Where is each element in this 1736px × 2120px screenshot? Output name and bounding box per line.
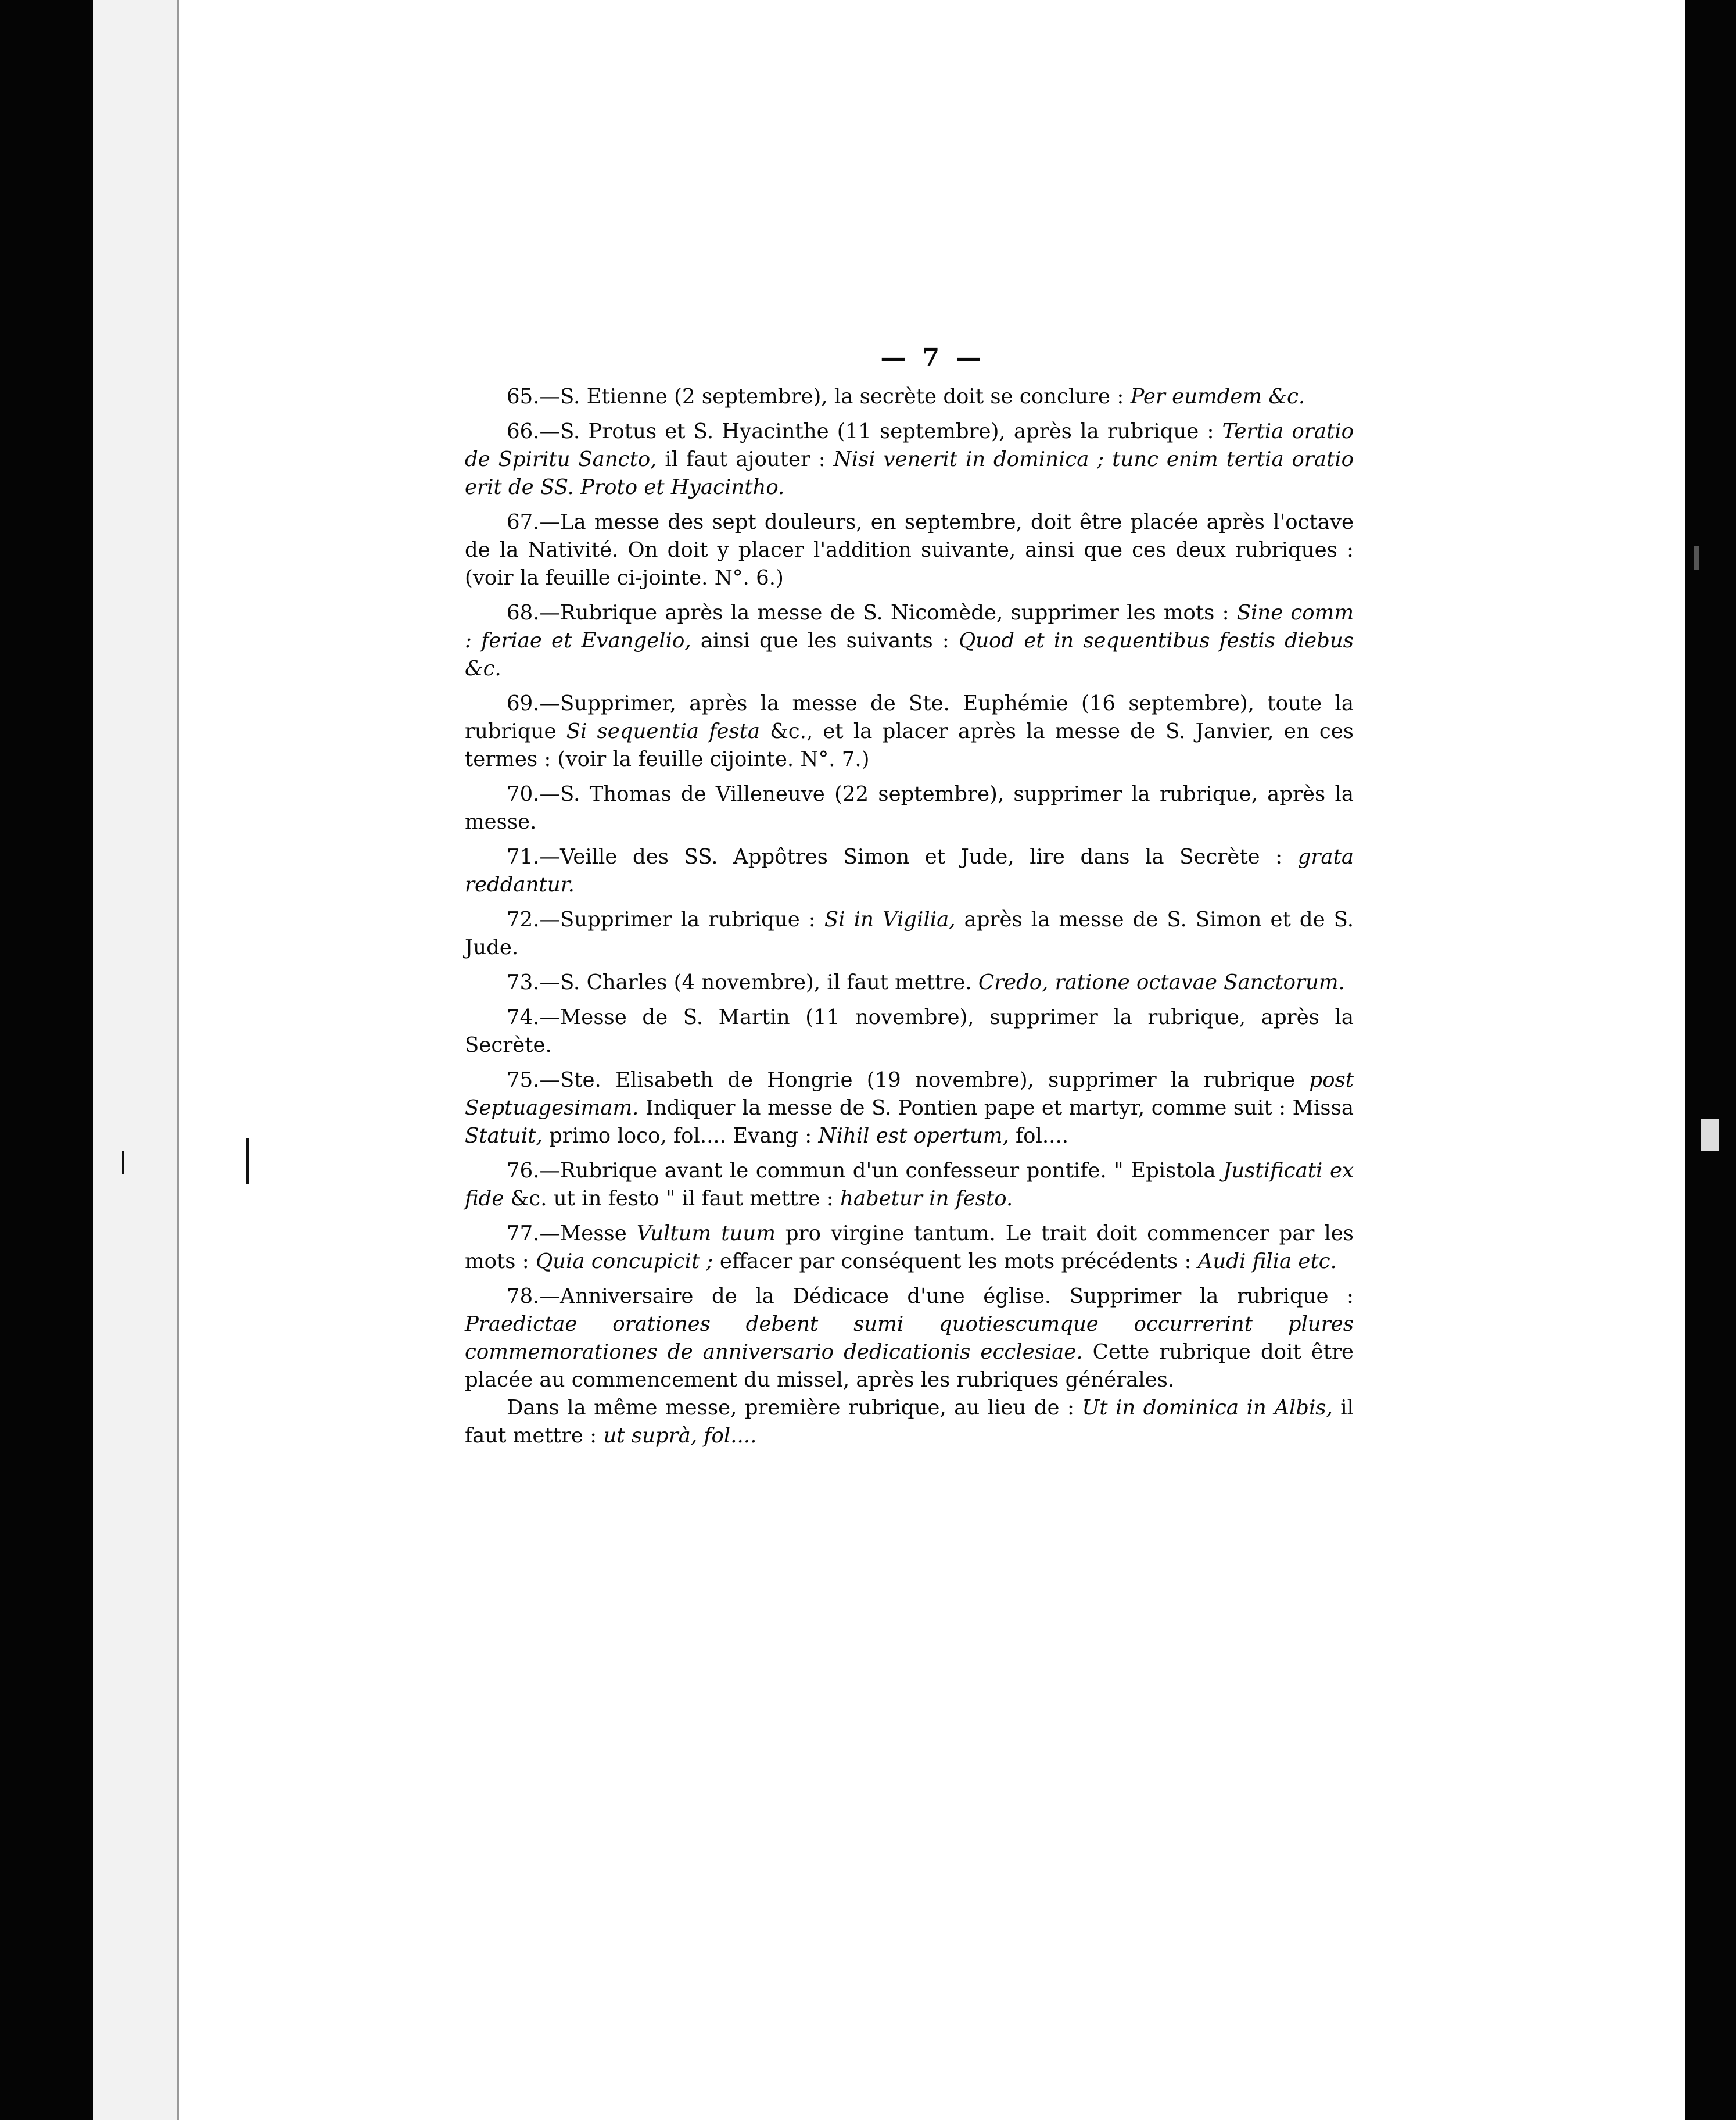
- text-run: &c. ut in festo " il faut mettre :: [504, 1187, 840, 1211]
- paragraph: [465, 418, 1354, 502]
- paragraph: [465, 690, 1354, 773]
- text-run: 67.—La messe des sept douleurs, en septembre, doit être placée après l'octave de la Nativité. On doit y placer l'addition suivante, ainsi que ces deux rubriques : (voir la feuille ci-jointe. N°. 6.): [465, 510, 1354, 590]
- paragraph: [465, 1283, 1354, 1394]
- italic-text: Justificati ex fide: [465, 1159, 1354, 1211]
- text-run: 78.—Anniversaire de la Dédicace d'une église. Supprimer la rubrique :: [507, 1284, 1354, 1308]
- paragraph: [465, 969, 1354, 997]
- italic-text: Per eumdem &c.: [1130, 385, 1305, 409]
- paragraph-list: [465, 383, 1354, 1450]
- text-run: 75.—Ste. Elisabeth de Hongrie (19 novembre), supprimer la rubrique: [507, 1068, 1310, 1092]
- paragraph: [465, 383, 1354, 411]
- italic-text: Si in Vigilia,: [824, 908, 956, 932]
- italic-text: Quod et in sequentibus festis diebus &c.: [465, 629, 1354, 681]
- paragraph: [465, 1066, 1354, 1150]
- text-run: &c., et la placer après la messe de S. Janvier, en ces termes : (voir la feuille cijointe. N°. 7.): [465, 719, 1354, 771]
- italic-text: habetur in festo.: [840, 1187, 1013, 1211]
- paragraph: [465, 843, 1354, 899]
- paragraph: [465, 1220, 1354, 1276]
- italic-text: Si sequentia festa: [566, 719, 760, 743]
- paragraph: [465, 780, 1354, 836]
- italic-text: Ut in dominica in Albis,: [1082, 1396, 1333, 1420]
- scan-speck: [246, 1138, 249, 1184]
- italic-text: Nihil est opertum,: [818, 1124, 1009, 1148]
- italic-text: Praedictae orationes debent sumi quotiescumque occurrerint plures commemorationes de anniversario dedicationis ecclesiae.: [465, 1312, 1354, 1364]
- italic-text: post Septuagesimam.: [465, 1068, 1354, 1120]
- text-run: il faut ajouter :: [657, 447, 834, 471]
- text-run: après la messe de S. Simon et de S. Jude.: [465, 908, 1354, 959]
- italic-text: Sine comm : feriae et Evangelio,: [465, 601, 1354, 653]
- scan-speck: [1694, 546, 1699, 570]
- italic-text: Audi filia etc.: [1197, 1249, 1337, 1273]
- text-run: 77.—Messe: [507, 1222, 637, 1245]
- paragraph: [465, 906, 1354, 962]
- paragraph: [465, 1004, 1354, 1059]
- text-run: 70.—S. Thomas de Villeneuve (22 septembre), supprimer la rubrique, après la messe.: [465, 782, 1354, 834]
- text-run: ainsi que les suivants :: [691, 629, 959, 653]
- body-text: [465, 343, 1354, 1457]
- italic-text: Statuit,: [465, 1124, 543, 1148]
- text-run: Dans la même messe, première rubrique, au lieu de :: [507, 1396, 1082, 1420]
- italic-text: Vultum tuum: [636, 1222, 776, 1245]
- italic-text: Tertia oratio de Spiritu Sancto,: [465, 420, 1354, 471]
- text-run: 74.—Messe de S. Martin (11 novembre), supprimer la rubrique, après la Secrète.: [465, 1005, 1354, 1057]
- italic-text: Quia concupicit ;: [536, 1249, 713, 1273]
- italic-text: Nisi venerit in dominica ; tunc enim tertia oratio erit de SS. Proto et Hyacintho.: [465, 447, 1354, 499]
- scan-right-margin: [1685, 0, 1736, 2120]
- page-number: — 7 —: [880, 343, 985, 373]
- paragraph: [465, 599, 1354, 683]
- text-run: 68.—Rubrique après la messe de S. Nicomède, supprimer les mots :: [507, 601, 1237, 625]
- italic-text: ut suprà, fol....: [603, 1424, 757, 1448]
- italic-text: grata reddantur.: [465, 845, 1354, 897]
- scan-left-margin: [0, 0, 93, 2120]
- text-run: primo loco, fol.... Evang :: [542, 1124, 819, 1148]
- paragraph: [465, 508, 1354, 592]
- text-run: 66.—S. Protus et S. Hyacinthe (11 septembre), après la rubrique :: [507, 420, 1222, 443]
- text-run: Cette rubrique doit être placée au commencement du missel, après les rubriques générales.: [465, 1340, 1354, 1392]
- text-run: 73.—S. Charles (4 novembre), il faut mettre.: [507, 971, 978, 994]
- facing-page-edge: [93, 0, 179, 2120]
- text-run: il faut mettre :: [465, 1396, 1354, 1448]
- text-run: 76.—Rubrique avant le commun d'un confesseur pontife. " Epistola: [507, 1159, 1224, 1183]
- italic-text: Credo, ratione octavae Sanctorum.: [978, 971, 1345, 994]
- scan-speck: [1701, 1119, 1719, 1151]
- text-run: 72.—Supprimer la rubrique :: [507, 908, 824, 932]
- text-run: fol....: [1009, 1124, 1069, 1148]
- text-run: 65.—S. Etienne (2 septembre), la secrète doit se conclure :: [507, 385, 1131, 409]
- text-run: Indiquer la messe de S. Pontien pape et martyr, comme suit : Missa: [639, 1096, 1354, 1120]
- text-run: 69.—Supprimer, après la messe de Ste. Euphémie (16 septembre), toute la rubrique: [465, 692, 1354, 743]
- text-run: pro virgine tantum. Le trait doit commencer par les mots :: [465, 1222, 1354, 1273]
- text-run: effacer par conséquent les mots précédents :: [713, 1249, 1198, 1273]
- text-run: 71.—Veille des SS. Appôtres Simon et Jude, lire dans la Secrète :: [507, 845, 1298, 869]
- paragraph: [465, 1157, 1354, 1213]
- scan-speck: [122, 1151, 124, 1174]
- paragraph: [465, 1394, 1354, 1450]
